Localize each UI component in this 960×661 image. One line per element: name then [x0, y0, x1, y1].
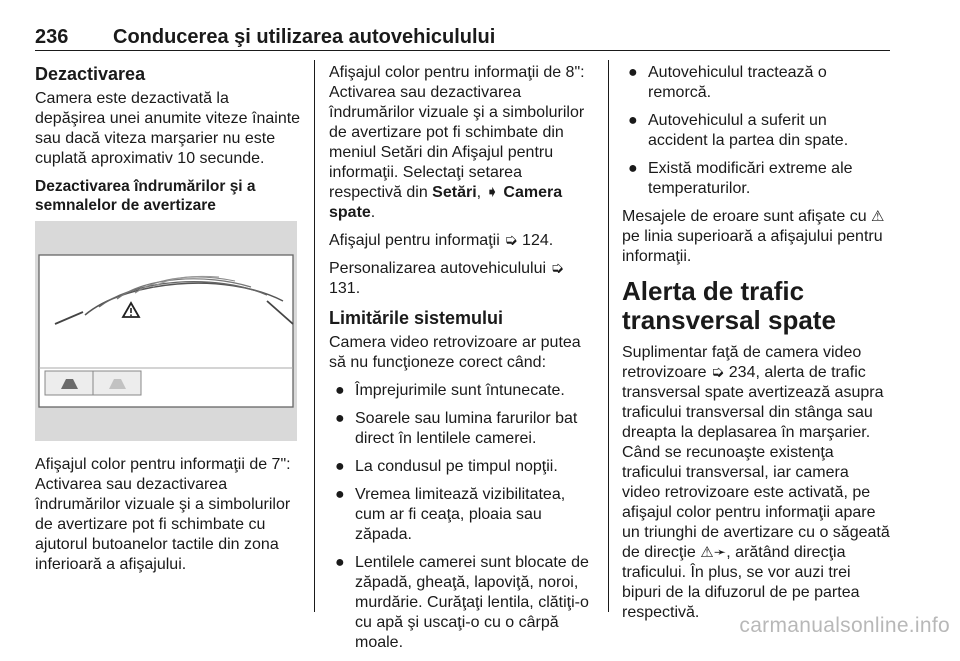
list-item: ● Împrejurimile sunt întunecate.: [335, 382, 565, 399]
column-divider-1: [314, 60, 315, 612]
rear-cross-traffic-text-end: , arătând direcţia traficului. În plus, se vor auzi trei bipuri de la difuzorul de pe partea respectivă.: [622, 544, 860, 621]
settings-menu-ref: Setări: [432, 184, 477, 201]
section-heading-limitations: Limitările sistemului: [329, 308, 504, 328]
list-item-text: Lentilele camerei sunt blocate de zăpadă, gheaţă, lapoviţă, noroi, murdărie. Curăţaţi lentila, clătiţi-o cu apă şi uscaţi-o cu o cârpă moale.: [355, 554, 589, 651]
list-item-text: Împrejurimile sunt întunecate.: [355, 382, 565, 399]
text-8inch-body: Afişajul color pentru informaţii de 8": Activarea sau dezactivarea îndrumărilor vizuale şi a simbolurilor de avertizare pot fi schimbate din meniul Setări din Afişajul pentru informaţii. Selectaţi setarea respectivă din: [329, 64, 585, 201]
section-heading-rear-cross-traffic: Alerta de trafic transversal spate: [622, 276, 836, 335]
rear-camera-menu-ref: Camera spate: [329, 184, 563, 221]
period-text: .: [370, 204, 376, 221]
limitations-list-continued: [622, 63, 890, 199]
section-heading-deactivation: Dezactivarea: [35, 64, 146, 84]
page-header: [35, 26, 890, 51]
error-messages-text: Mesajele de eroare sunt afişate cu: [622, 208, 867, 225]
list-item: ● Soarele sau lumina farurilor bat direct în lentilele camerei.: [335, 410, 578, 447]
page-number: 236: [35, 26, 69, 48]
separator-text: ,: [476, 184, 486, 201]
subheading-guidelines: Dezactivarea îndrumărilor şi a semnalelor de avertizare: [35, 178, 256, 214]
column-1: [35, 63, 301, 583]
paragraph-7inch-display: Afişajul color pentru informaţii de 7": Activarea sau dezactivarea îndrumărilor vizuale şi a simbolurilor de avertizare pot fi schimbate cu ajutorul butoanelor tactile din zona inferioară a afişajului.: [35, 456, 291, 573]
warning-exclamation-dot: [130, 314, 132, 316]
column-3: [622, 63, 890, 631]
column-divider-2: [608, 60, 609, 612]
crossref-vehicle-personalisation: Personalizarea autovehiculului ➭ 131.: [329, 260, 564, 297]
list-item: ● Autovehiculul tractează o remorcă.: [628, 64, 827, 101]
warning-direction-arrow-icon: ⚠➛: [700, 544, 727, 561]
list-item: ● Autovehiculul a suferit un accident la partea din spate.: [628, 112, 849, 149]
list-item: ● Lentilele camerei sunt blocate de zăpadă, gheaţă, lapoviţă, noroi, murdărie. Curăţaţi lentila, clătiţi-o cu apă şi uscaţi-o cu o cârpă moale.: [335, 554, 589, 651]
column-2: [329, 63, 595, 661]
list-item: ● La condusul pe timpul nopţii.: [335, 458, 558, 475]
page-title: Conducerea şi utilizarea autovehiculului: [113, 26, 496, 48]
list-item: ● Există modificări extreme ale temperaturilor.: [628, 160, 853, 197]
list-item-text: Vremea limitează vizibilitatea, cum ar fi ceaţa, ploaia sau zăpada.: [355, 486, 566, 543]
list-item-text: La condusul pe timpul nopţii.: [355, 458, 558, 475]
paragraph-8inch-display: [329, 63, 595, 223]
paragraph-limitations-intro: Camera video retrovizoare ar putea să nu funcţioneze corect când:: [329, 334, 581, 371]
list-item-text: Există modificări extreme ale temperaturilor.: [648, 160, 853, 197]
error-messages-text-end: pe linia superioară a afişajului pentru informaţii.: [622, 228, 883, 265]
crossref-info-display: Afişajul pentru informaţii ➭ 124.: [329, 232, 554, 249]
list-item-text: Autovehiculul a suferit un accident la partea din spate.: [648, 112, 849, 149]
menu-arrow-icon: ➧: [485, 184, 499, 201]
list-item-text: Autovehiculul tractează o remorcă.: [648, 64, 827, 101]
limitations-list: [329, 381, 595, 653]
camera-display-illustration: [35, 221, 297, 441]
rear-cross-traffic-text: Suplimentar faţă de camera video retrovizoare ➭ 234, alerta de trafic transversal spate avertizează asupra traficului transversal din stânga sau dreapta la deplasarea în marşarier. Când se recunoaşte existenţa traficului transversal, iar camera video retrovizoare este activată, pe afişajul color pentru informaţii apare un triunghi de avertizare cu o săgeată de direcţie: [622, 344, 890, 561]
rear-camera-display-figure: [35, 221, 297, 441]
list-item-text: Soarele sau lumina farurilor bat direct în lentilele camerei.: [355, 410, 578, 447]
watermark: carmanualsonline.info: [739, 614, 950, 637]
warning-triangle-icon: ⚠: [871, 208, 885, 225]
list-item: ● Vremea limitează vizibilitatea, cum ar fi ceaţa, ploaia sau zăpada.: [335, 486, 566, 543]
paragraph-rear-cross-traffic: [622, 343, 890, 623]
paragraph-error-messages: [622, 207, 890, 267]
paragraph-deactivation: Camera este dezactivată la depăşirea unei anumite viteze înainte sau dacă viteza marşarier nu este cuplată aproximativ 10 secunde.: [35, 90, 301, 167]
